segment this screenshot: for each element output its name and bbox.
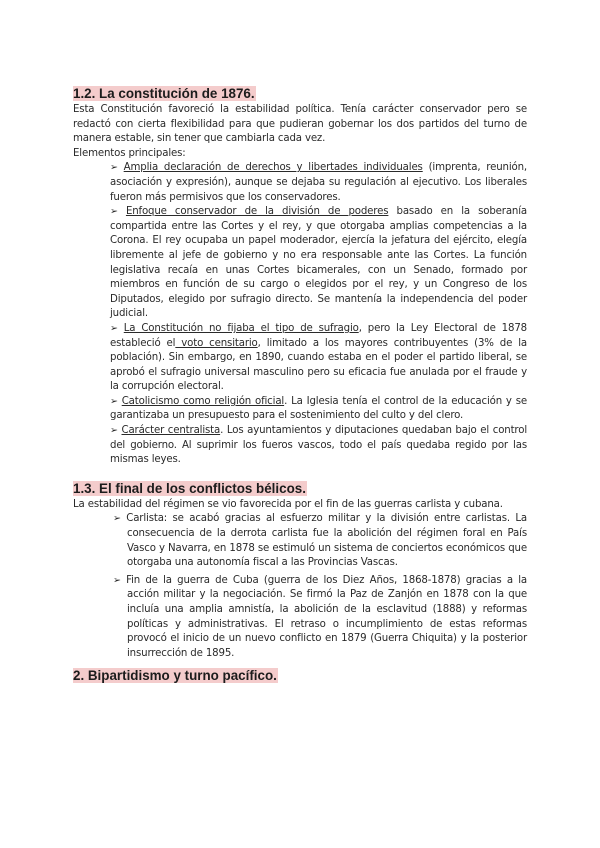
item-text: Carlista: se acabó gracias al esfuerzo militar y la división entre carlistas. La consecuencia de la derrota carlista fue la abolición del régimen foral en País Vasco y Navarra, en 1878 se estimuló un sistema de conciertos económicos que otorgaba una autonomía fiscal a las Provincias Vascas. [126, 513, 527, 569]
document-content [73, 86, 527, 684]
item-text: Fin de la guerra de Cuba (guerra de los Diez Años, 1868-1878) gracias a la acción militar y la negociación. Se firmó la Paz de Zanjón en 1878 con la que incluía una amplia amnistía, la abolición de la esclavitud (1888) y reformas políticas y administrativas. El retraso o incumplimiento de estas reformas provocó el inicio de un nuevo conflicto en 1879 (Guerra Chiquita) y la posterior insurrección de 1895. [126, 574, 527, 659]
list-item [110, 161, 527, 205]
section-1-3-intro: La estabilidad del régimen se vio favorecida por el fin de las guerras carlista y cubana. [73, 498, 503, 510]
constitution-elements-list [73, 161, 527, 467]
list-item [113, 512, 527, 570]
item-key: La Constitución no fijaba el tipo de sufragio [123, 322, 359, 334]
arrow-bullet-icon: ➢ [113, 574, 121, 586]
list-item [110, 395, 527, 424]
item-text: basado en la soberanía compartida entre las Cortes y el rey, y que otorgaba amplias competencias a la Corona. El rey ocupaba un papel moderador, ejercía la jefatura del ejército, elegía libremente al jefe de gobierno y no era responsable ante las Cortes. La función legislativa recaía en unas Cortes bicamerales, con un Senado, formado por miembros en función de su cargo o elegidos por el rey, y un Congreso de los Diputados, elegido por sufragio directo. Se mantenía la independencia del poder judicial. [110, 206, 527, 320]
arrow-bullet-icon: ➢ [110, 395, 118, 407]
section-1-2-intro: Esta Constitución favoreció la estabilidad política. Tenía carácter conservador pero se redactó con cierta flexibilidad para que pudieran gobernar los dos partidos del turno de manera estable, sin tener que cambiarla cada vez. [73, 104, 527, 145]
item-key: Catolicismo como religión oficial [121, 395, 285, 407]
item-key-secondary: voto censitario [175, 337, 258, 349]
item-text: (imprenta, reunión, asociación y expresión), aunque se dejaba su regulación al ejecutivo. Los liberales fueron más permisivos que los conservadores. [110, 162, 527, 203]
list-item [110, 205, 527, 322]
arrow-bullet-icon: ➢ [110, 162, 118, 174]
item-key: Enfoque conservador de la división de poderes [125, 206, 389, 218]
list-item [110, 322, 527, 395]
item-text-secondary: , limitado a los mayores contribuyentes (3% de la población). Sin embargo, en 1890, cuando estaba en el poder el partido liberal, se aprobó el sufragio universal masculino pero su eficacia fue anulada por el fraude y la corrupción electoral. [110, 337, 527, 393]
item-key: Carácter centralista [121, 425, 221, 437]
arrow-bullet-icon: ➢ [110, 322, 118, 334]
section-heading-2: 2. Bipartidismo y turno pacífico. [73, 668, 277, 684]
section-heading-1-2: 1.2. La constitución de 1876. [73, 86, 255, 101]
item-text: , pero la Ley Electoral de 1878 estableció el [110, 322, 527, 349]
item-text: . La Iglesia tenía el control de la educación y se garantizaba un presupuesto para el sostenimiento del culto y del clero. [110, 395, 527, 422]
item-text: . Los ayuntamientos y diputaciones quedaban bajo el control del gobierno. Al suprimir los fueros vascos, todo el país quedaba regido por las mismas leyes. [110, 425, 528, 466]
arrow-bullet-icon: ➢ [113, 513, 121, 525]
item-key: Amplia declaración de derechos y libertades individuales [123, 162, 423, 174]
section-heading-1-3: 1.3. El final de los conflictos bélicos. [73, 480, 306, 496]
elements-label: Elementos principales: [73, 147, 186, 159]
list-item [113, 574, 527, 662]
arrow-bullet-icon: ➢ [110, 425, 118, 437]
arrow-bullet-icon: ➢ [110, 206, 118, 218]
conflicts-list [73, 512, 527, 661]
list-item [110, 424, 527, 468]
